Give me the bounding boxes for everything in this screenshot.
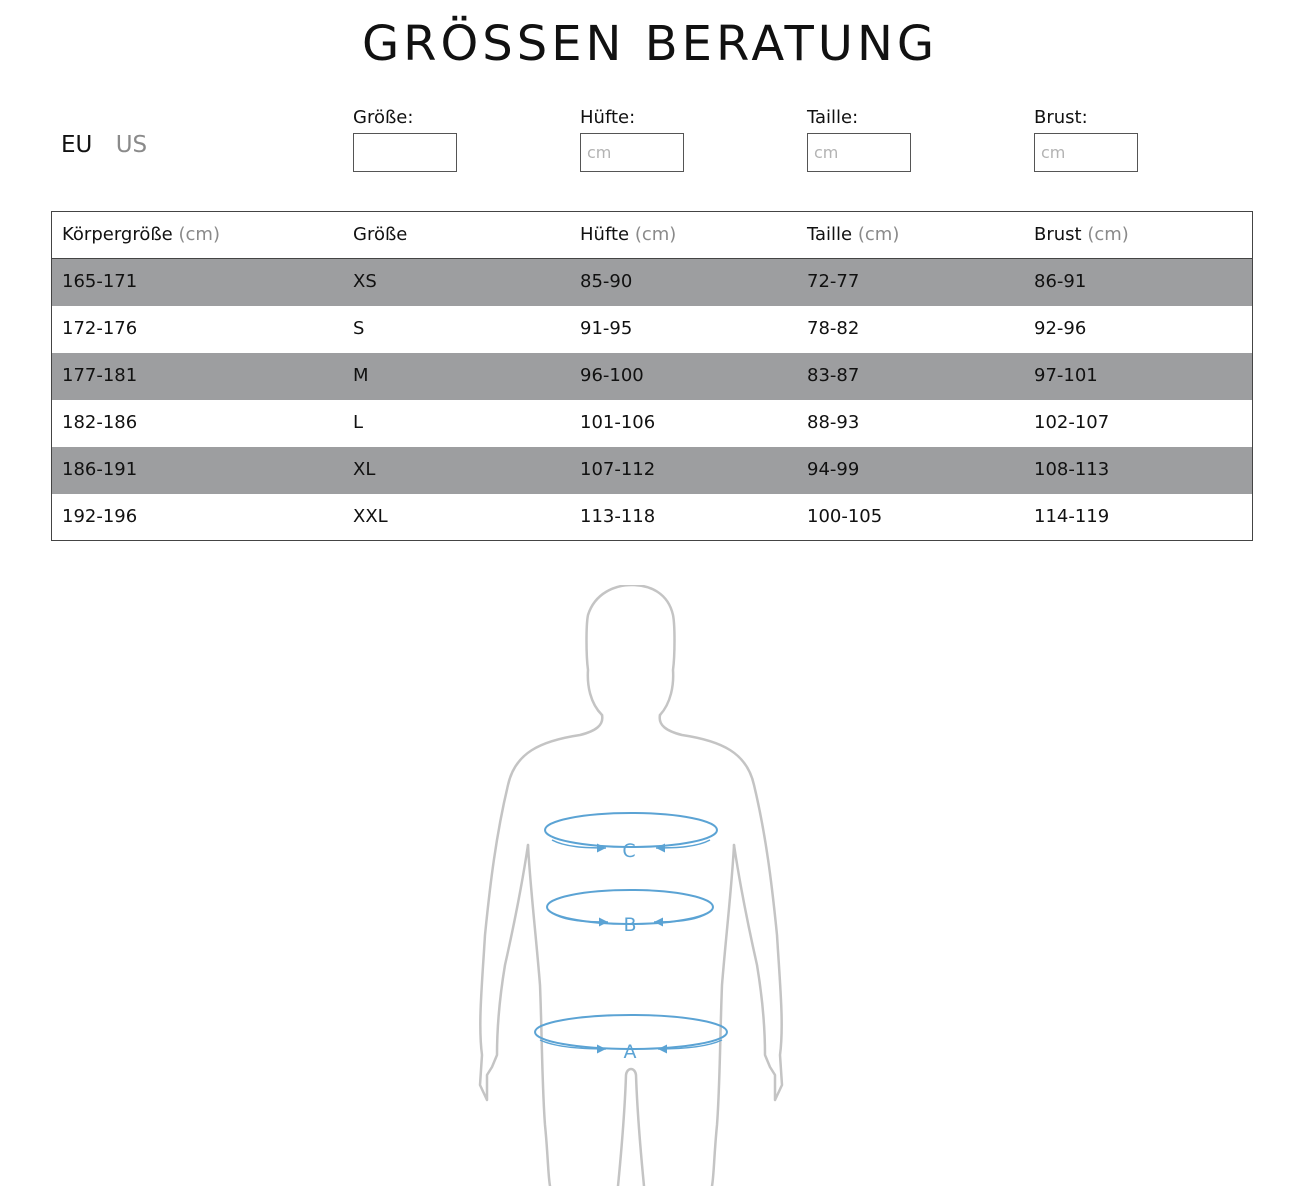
table-cell: XS [353,271,377,292]
table-cell: 186-191 [62,459,138,480]
table-cell: 101-106 [580,412,656,433]
header-label: Körpergröße [62,224,173,245]
unit-toggle [61,132,163,158]
table-cell: 88-93 [807,412,860,433]
table-row [52,400,1252,447]
header-koerpergroesse [62,212,220,259]
table-cell: 100-105 [807,506,883,527]
table-cell: 96-100 [580,365,644,386]
table-cell: 192-196 [62,506,138,527]
unit-us-button[interactable]: US [115,132,148,158]
brust-field [1034,107,1138,172]
silhouette-outline [480,585,782,1186]
waist-label-b: B [623,914,637,936]
table-cell: 72-77 [807,271,860,292]
chest-label-c: C [622,840,636,862]
huefte-field [580,107,684,172]
table-row [52,306,1252,353]
brust-input[interactable] [1034,133,1138,172]
page-title: GRÖSSEN BERATUNG [361,16,939,72]
table-cell: 91-95 [580,318,633,339]
hip-label-a: A [623,1041,637,1063]
header-label: Taille [807,224,853,245]
table-cell: 94-99 [807,459,860,480]
header-label: Hüfte [580,224,630,245]
table-cell: 97-101 [1034,365,1098,386]
table-cell: 165-171 [62,271,138,292]
huefte-input[interactable] [580,133,684,172]
table-cell: 78-82 [807,318,860,339]
header-unit: (cm) [1087,224,1129,245]
header-unit: (cm) [857,224,900,245]
header-unit: (cm) [634,224,677,245]
table-cell: 108-113 [1034,459,1110,480]
header-label: Größe [353,224,408,245]
table-row [52,494,1252,541]
huefte-label: Hüfte: [580,107,636,128]
taille-input[interactable] [807,133,911,172]
size-table [51,211,1253,541]
table-cell: 113-118 [580,506,656,527]
taille-field [807,107,911,172]
header-unit: (cm) [178,224,220,245]
table-cell: 92-96 [1034,318,1087,339]
header-groesse [353,212,407,259]
table-cell: S [353,318,365,339]
header-brust [1034,212,1129,259]
header-label: Brust [1034,224,1082,245]
header-huefte [580,212,676,259]
table-cell: L [353,412,364,433]
table-header-row [52,212,1252,259]
table-cell: 177-181 [62,365,138,386]
table-cell: 83-87 [807,365,860,386]
body-measurement-figure [470,585,800,1186]
table-cell: 102-107 [1034,412,1110,433]
table-cell: XXL [353,506,388,527]
header-taille [807,212,899,259]
table-cell: 114-119 [1034,506,1110,527]
groesse-label: Größe: [353,107,414,128]
table-cell: 86-91 [1034,271,1087,292]
taille-label: Taille: [807,107,859,128]
table-cell: 172-176 [62,318,138,339]
table-row [52,259,1252,306]
groesse-field [353,107,457,172]
groesse-input[interactable] [353,133,457,172]
table-row [52,353,1252,400]
table-cell: 107-112 [580,459,656,480]
body-outline-icon [470,585,800,1186]
unit-eu-button[interactable]: EU [61,132,93,158]
brust-label: Brust: [1034,107,1088,128]
table-row [52,447,1252,494]
table-cell: 182-186 [62,412,138,433]
table-cell: 85-90 [580,271,633,292]
table-cell: XL [353,459,376,480]
table-cell: M [353,365,369,386]
